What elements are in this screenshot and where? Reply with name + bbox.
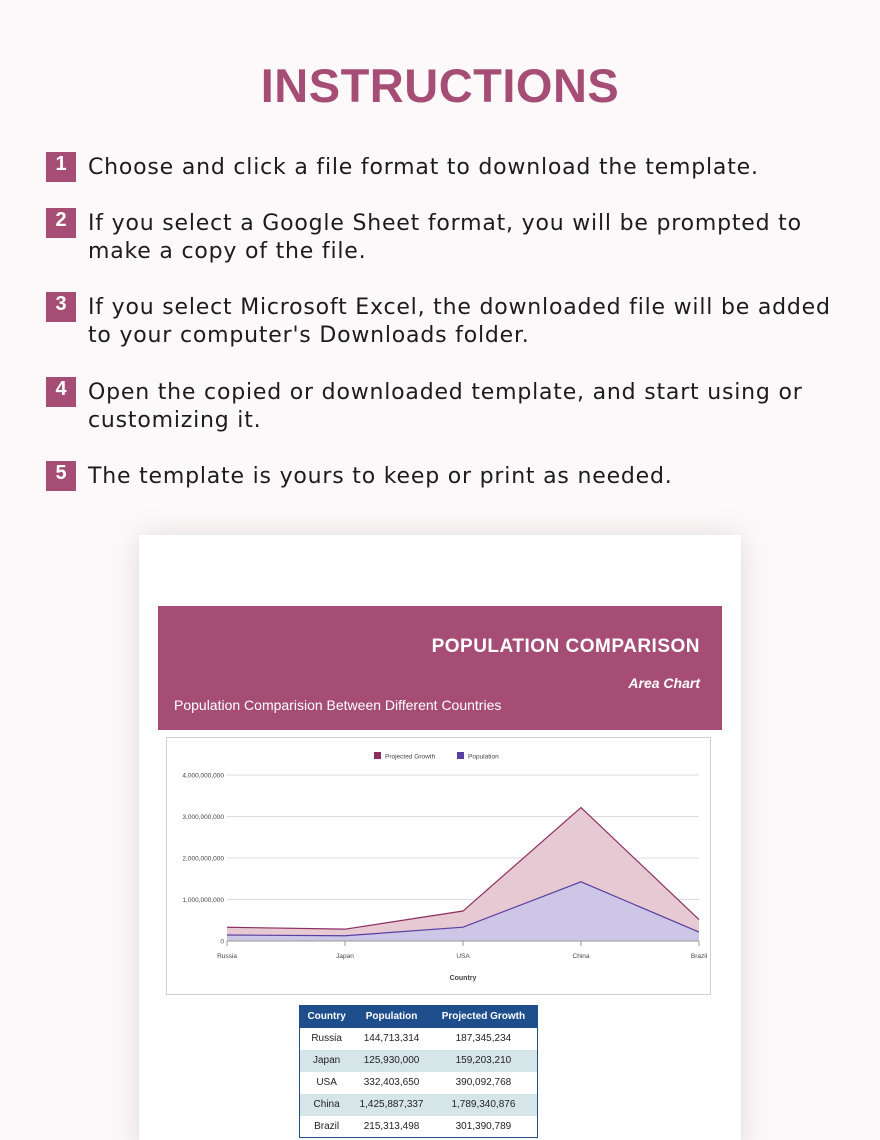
- step-2: [46, 208, 848, 266]
- y-tick-label: 3,000,000,000: [182, 814, 224, 821]
- table-cell: 144,713,314: [363, 1033, 420, 1044]
- x-tick-label: USA: [456, 953, 470, 960]
- table-cell: USA: [316, 1077, 337, 1088]
- y-tick-label: 2,000,000,000: [182, 855, 224, 863]
- step-text: Open the copied or downloaded template, and start using or customizing it.: [88, 380, 803, 433]
- x-tick-label: Russia: [217, 953, 237, 960]
- table-row: [300, 1094, 538, 1116]
- table-cell: 125,930,000: [353, 1050, 430, 1072]
- page-title: INSTRUCTIONS: [260, 59, 620, 112]
- x-tick-label: China: [572, 953, 590, 960]
- step-number: 3: [46, 292, 76, 322]
- step-number: 1: [46, 152, 76, 182]
- step-1: [46, 152, 848, 182]
- x-axis-label: Country: [449, 975, 477, 982]
- table-header-cell: Population: [353, 1006, 430, 1028]
- chart-banner: [158, 606, 722, 730]
- step-text: The template is yours to keep or print as needed.: [88, 464, 673, 489]
- legend-swatch: [374, 752, 381, 759]
- x-tick-label: Japan: [336, 953, 354, 960]
- step-number: 4: [46, 377, 76, 407]
- population-table: [299, 1005, 538, 1138]
- table-header-cell: Country: [300, 1006, 354, 1028]
- y-tick-label: 4,000,000,000: [182, 772, 224, 780]
- table-cell: 215,313,498: [363, 1120, 420, 1132]
- area-chart: [166, 737, 711, 995]
- banner-subtitle: Area Chart: [628, 675, 700, 691]
- step-4: [46, 377, 848, 435]
- table-cell: 1,425,887,337: [353, 1094, 430, 1116]
- step-number: 2: [46, 208, 76, 238]
- table-cell: 301,390,789: [455, 1120, 512, 1132]
- table-row: [300, 1050, 538, 1072]
- table-row: [300, 1072, 538, 1094]
- x-tick-label: Brazil: [690, 953, 708, 960]
- step-3: [46, 292, 848, 350]
- legend-label: Population: [468, 753, 499, 761]
- banner-title: POPULATION COMPARISON: [431, 636, 700, 657]
- table-header-row: [300, 1006, 538, 1028]
- step-text: Choose and click a file format to download the template.: [88, 155, 759, 180]
- step-text: If you select Microsoft Excel, the downloaded file will be added to your computer's Downloads folder.: [88, 295, 831, 348]
- template-preview-sheet: [139, 535, 741, 1140]
- table-cell: China: [300, 1094, 354, 1116]
- y-tick-label: 0: [220, 938, 224, 946]
- area-chart-svg: [167, 738, 712, 996]
- y-tick-label: 1,000,000,000: [182, 897, 224, 904]
- legend-swatch: [457, 752, 464, 759]
- table-cell: 187,345,234: [455, 1033, 512, 1044]
- step-5: [46, 461, 848, 491]
- table-cell: Brazil: [314, 1120, 340, 1132]
- banner-description: Population Comparision Between Different Countries: [174, 697, 502, 713]
- table-row: [300, 1116, 538, 1138]
- step-text: If you select a Google Sheet format, you will be prompted to make a copy of the file.: [88, 211, 802, 264]
- table-row: [300, 1028, 538, 1050]
- step-number: 5: [46, 461, 76, 491]
- table-cell: Japan: [300, 1050, 354, 1072]
- table-cell: 390,092,768: [455, 1077, 512, 1088]
- table-header-cell: Projected Growth: [430, 1006, 538, 1028]
- table-cell: 1,789,340,876: [430, 1094, 538, 1116]
- table-cell: 332,403,650: [363, 1077, 420, 1088]
- table-cell: 159,203,210: [430, 1050, 538, 1072]
- legend-label: Projected Growth: [385, 753, 436, 761]
- table-cell: Russia: [311, 1033, 342, 1044]
